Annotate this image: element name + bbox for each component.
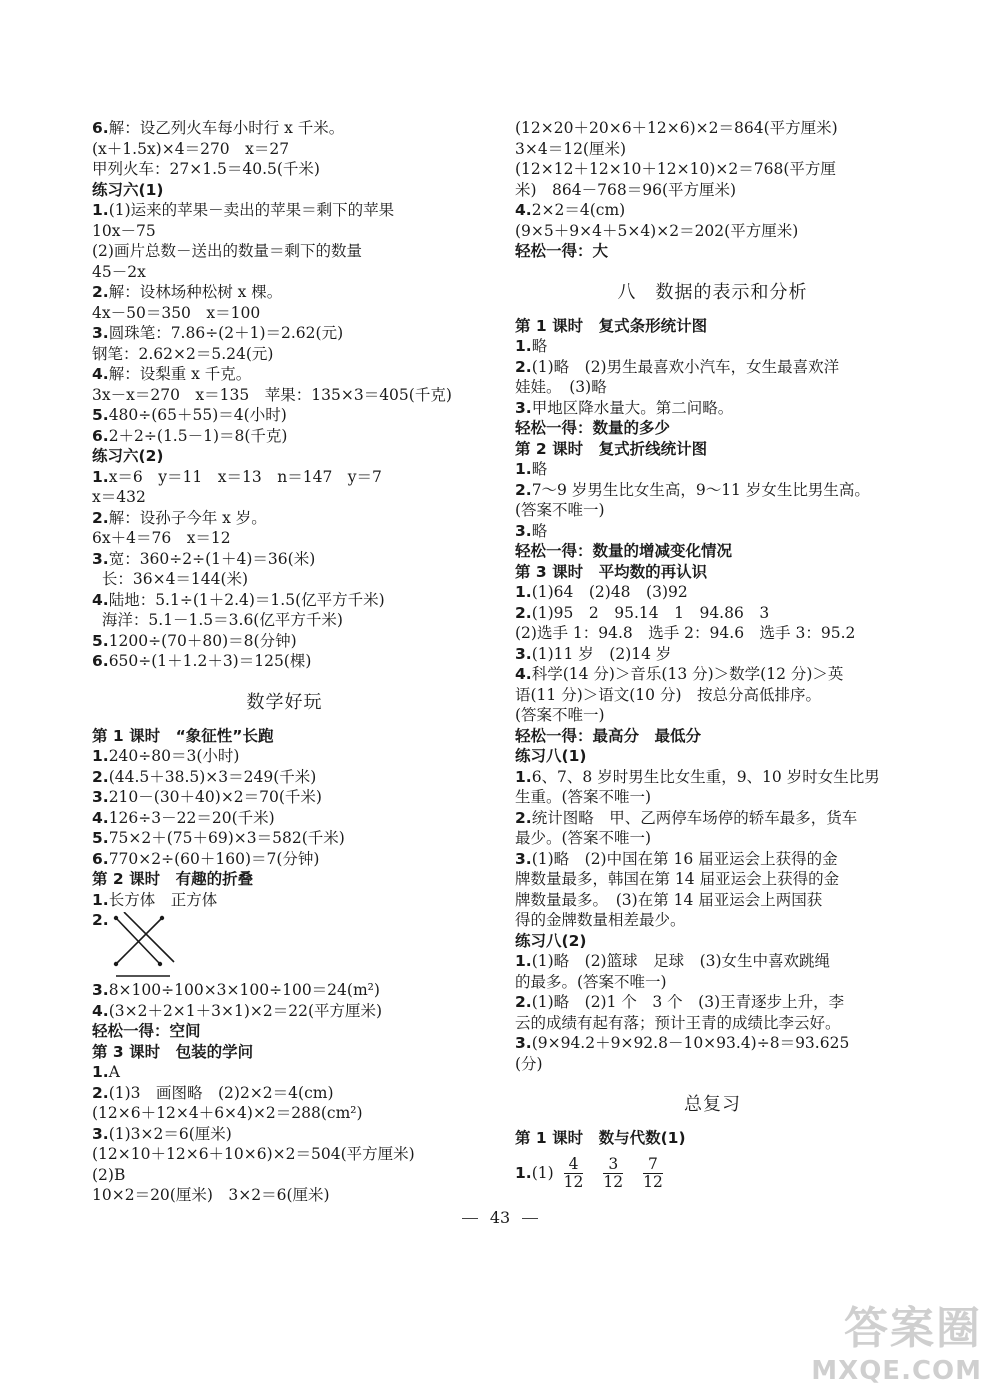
item-number: 2. — [515, 993, 532, 1011]
answer-text: (12×20＋20×6＋12×6)×2＝864(平方厘米) — [515, 119, 838, 137]
item-number: 4. — [515, 665, 532, 683]
lesson-heading: 轻松一得：数量的多少 — [515, 419, 671, 437]
lesson-heading: 练习六(2) — [92, 447, 164, 465]
answer-line — [92, 118, 477, 139]
answer-line — [515, 159, 910, 180]
lesson-heading: 轻松一得：空间 — [92, 1022, 201, 1040]
answer-text: 长方体 正方体 — [108, 890, 218, 909]
lesson-heading: 第 3 课时 包装的学问 — [92, 1042, 254, 1061]
answer-text: 牌数量最多。 (3)在第 14 届亚运会上两国获 — [515, 890, 823, 909]
answer-text: (1)64 (2)48 (3)92 — [531, 583, 688, 601]
answer-line — [92, 1124, 477, 1145]
answer-line — [92, 282, 477, 303]
answer-line — [92, 1103, 477, 1124]
item-number: 5. — [92, 406, 109, 424]
fold-point — [158, 962, 162, 966]
answer-line — [92, 980, 477, 1001]
answer-text: 3×4＝12(厘米) — [515, 139, 627, 158]
dash-right — [522, 1218, 538, 1219]
answer-text: 1200÷(70＋80)＝8(分钟) — [108, 631, 297, 650]
item-number: 3. — [92, 324, 109, 342]
answer-line — [515, 221, 910, 242]
answer-line — [92, 200, 477, 221]
answer-line — [92, 849, 477, 870]
answer-line — [92, 528, 477, 549]
item-number: 2. — [515, 808, 532, 827]
item-number: 4. — [92, 808, 109, 827]
item-number: 1. — [515, 460, 532, 478]
answer-line — [515, 972, 910, 993]
answer-text: (12×10＋12×6＋10×6)×2＝504(平方厘米) — [92, 1145, 415, 1163]
answer-line — [92, 890, 477, 911]
answer-text: (9×5＋9×4＋5×4)×2＝202(平方厘米) — [515, 221, 799, 240]
lesson-heading: 第 3 课时 平均数的再认识 — [515, 562, 708, 581]
answer-line — [92, 610, 477, 631]
answer-line — [515, 377, 910, 398]
watermark — [811, 1292, 982, 1386]
answer-text: 生重。(答案不唯一) — [515, 788, 652, 806]
answer-line — [515, 357, 910, 378]
answer-line — [515, 849, 910, 870]
answer-line — [92, 159, 477, 180]
answer-line — [515, 180, 910, 201]
answer-line: 1.(1) $\frac{4}{12}$ $\frac{3}{12}$ $\frac{7}{12}$ — [515, 1155, 663, 1191]
fraction-numerator: 4 — [564, 1156, 584, 1174]
answer-line — [92, 241, 477, 262]
answer-text: 126÷3－22＝20(千米) — [108, 808, 275, 827]
fraction-numerator: 7 — [643, 1156, 663, 1174]
lesson-heading: 第 1 课时 数与代数(1) — [515, 1129, 686, 1147]
answer-text: (44.5＋38.5)×3＝249(千米) — [108, 767, 317, 786]
answer-text: (9×94.2＋9×92.8－10×93.4)÷8＝93.625 — [531, 1034, 850, 1052]
item-number: 3. — [515, 1034, 532, 1052]
answer-text: (x＋1.5x)×4＝270 x＝27 — [92, 139, 290, 158]
answer-text: 牌数量最多，韩国在第 14 届亚运会上获得的金 — [515, 870, 840, 888]
answer-line — [92, 549, 477, 570]
answer-text: 略 — [531, 521, 548, 540]
answer-text: (12×6＋12×4＋6×4)×2＝288(cm²) — [92, 1104, 363, 1122]
answer-line — [515, 951, 910, 972]
answer-text: 240÷80＝3(小时) — [108, 747, 240, 765]
answer-text: (3×2＋2×1＋3×1)×2＝22(平方厘米) — [108, 1001, 383, 1020]
item-number: 5. — [92, 631, 109, 650]
answer-line — [92, 1083, 477, 1104]
lesson-heading: 第 1 课时 复式条形统计图 — [515, 316, 708, 335]
answer-text: 语(11 分)＞语文(10 分) 按总分高低排序。 — [515, 685, 821, 704]
answer-line — [515, 603, 910, 624]
answer-line — [515, 336, 910, 357]
answer-text: 210－(30＋40)×2＝70(千米) — [108, 788, 322, 806]
watermark-logo-text: 答案圈 — [844, 1303, 982, 1354]
answer-text: 甲地区降水量大。第二问略。 — [531, 398, 734, 417]
answer-text: (1)运来的苹果－卖出的苹果＝剩下的苹果 — [108, 201, 395, 219]
answer-line — [92, 828, 477, 849]
answer-line — [515, 398, 910, 419]
fraction — [643, 1156, 663, 1191]
item-number: 3. — [515, 644, 532, 663]
lesson-heading: 第 2 课时 复式折线统计图 — [515, 439, 708, 458]
answer-text: (2)画片总数－送出的数量＝剩下的数量 — [92, 242, 362, 260]
lesson-heading: 轻松一得：最高分 最低分 — [515, 726, 702, 745]
answer-line — [92, 467, 477, 488]
item-number: 3. — [92, 1124, 109, 1143]
item-number: 2. — [515, 357, 532, 376]
item-number: 6. — [92, 426, 109, 445]
answer-text: 科学(14 分)＞音乐(13 分)＞数学(12 分)＞英 — [531, 665, 844, 683]
answer-text: (1)11 岁 (2)14 岁 — [531, 644, 672, 663]
lesson-heading: 第 2 课时 有趣的折叠 — [92, 870, 254, 888]
answer-text: 长：36×4＝144(米) — [92, 570, 249, 588]
answer-text: 略 — [531, 460, 548, 478]
lesson-heading: 练习六(1) — [92, 180, 164, 199]
answer-line — [92, 221, 477, 242]
answer-line — [515, 808, 910, 829]
answer-line — [515, 1033, 910, 1054]
answer-line — [515, 890, 910, 911]
answer-text: (1)略 (2)男生最喜欢小汽车，女生最喜欢洋 — [531, 357, 840, 376]
answer-line — [515, 480, 910, 501]
item-number: 1. — [92, 890, 109, 909]
answer-text: 2×2＝4(cm) — [531, 201, 626, 219]
cross-lines-diagram — [110, 912, 190, 978]
fraction-denominator: 12 — [643, 1173, 663, 1191]
item-number: 1. — [92, 1063, 109, 1081]
fraction — [564, 1156, 584, 1191]
answer-text: (1)3×2＝6(厘米) — [108, 1124, 232, 1143]
answer-text: 甲列火车：27×1.5＝40.5(千米) — [92, 160, 320, 178]
answer-line — [92, 344, 477, 365]
answer-line — [92, 139, 477, 160]
item-number: 2. — [92, 508, 109, 527]
item-number: 1. — [92, 201, 109, 219]
item-number: 1. — [515, 583, 532, 601]
answer-line — [515, 664, 910, 685]
dash-left — [462, 1218, 478, 1219]
item-number: 6. — [92, 119, 109, 137]
fold-point — [114, 916, 118, 920]
answer-line — [92, 808, 477, 829]
item-number: 1. — [515, 1163, 532, 1182]
item-number: 2. — [515, 480, 532, 499]
lesson-heading: 轻松一得：数量的增减变化情况 — [515, 542, 733, 560]
answer-line — [92, 405, 477, 426]
item-number: 3. — [92, 981, 109, 999]
item-number: 4. — [92, 590, 109, 609]
answer-line — [515, 623, 910, 644]
item-number: 6. — [92, 849, 109, 868]
answer-text: (1)略 (2)中国在第 16 届亚运会上获得的金 — [531, 849, 838, 868]
answer-text: 10×2＝20(厘米) 3×2＝6(厘米) — [92, 1186, 330, 1204]
item-number: 2. — [92, 911, 109, 929]
answer-text: 统计图略 甲、乙两停车场停的轿车最多，货车 — [531, 808, 858, 827]
fraction-denominator: 12 — [563, 1173, 584, 1191]
fold-figure — [92, 910, 477, 980]
answer-text: (1)略 (2)篮球 足球 (3)女生中喜欢跳绳 — [531, 952, 831, 970]
item-number: 1. — [515, 767, 532, 786]
fraction-numerator: 3 — [603, 1156, 623, 1174]
fold-line — [124, 912, 174, 962]
answer-line — [515, 500, 910, 521]
answer-line — [515, 139, 910, 160]
answer-line — [92, 651, 477, 672]
watermark-url: MXQE.COM — [811, 1356, 982, 1386]
answer-text: 云的成绩有起有落；预计王青的成绩比李云好。 — [515, 1013, 841, 1032]
answer-line — [92, 385, 477, 406]
answer-line — [515, 869, 910, 890]
answer-text: (2)选手 1：94.8 选手 2：94.6 选手 3：95.2 — [515, 624, 856, 642]
answer-text: 解：设乙列火车每小时行 x 千米。 — [108, 119, 345, 137]
item-number: 1. — [92, 747, 109, 765]
answer-line — [515, 828, 910, 849]
lesson-heading: 练习八(1) — [515, 747, 587, 765]
answer-text: 650÷(1＋1.2＋3)＝125(棵) — [108, 652, 312, 670]
item-number: 3. — [515, 398, 532, 417]
answer-text: (1)95 2 95.14 1 94.86 3 — [531, 603, 770, 622]
answer-text: (2)B — [92, 1165, 126, 1184]
answer-text: (分) — [515, 1054, 543, 1073]
answer-text: 得的金牌数量相差最少。 — [515, 911, 686, 929]
answer-line — [92, 487, 477, 508]
item-number: 2. — [515, 603, 532, 622]
answer-text: 解：设孙子今年 x 岁。 — [108, 508, 267, 527]
answer-text: 6、7、8 岁时男生比女生重，9、10 岁时女生比男 — [531, 767, 880, 786]
answer-line — [92, 426, 477, 447]
answer-text: 宽：360÷2÷(1＋4)＝36(米) — [108, 549, 316, 568]
answer-text: 4x－50＝350 x＝100 — [92, 303, 261, 322]
answer-line — [515, 459, 910, 480]
answer-text: 6x＋4＝76 x＝12 — [92, 529, 231, 547]
fold-point — [114, 962, 118, 966]
answer-text: x＝6 y＝11 x＝13 n＝147 y＝7 — [108, 467, 382, 486]
answer-line — [92, 590, 477, 611]
item-number: 4. — [92, 1001, 109, 1020]
item-number: 1. — [515, 337, 532, 355]
answer-line — [515, 705, 910, 726]
page-number — [0, 1208, 1000, 1227]
answer-text: (答案不唯一) — [515, 501, 605, 519]
answer-text: A — [108, 1063, 120, 1081]
answer-text: 圆珠笔：7.86÷(2＋1)＝2.62(元) — [108, 324, 344, 342]
lesson-heading: 轻松一得：大 — [515, 242, 609, 260]
answer-line — [515, 521, 910, 542]
answer-text: 480÷(65＋55)＝4(小时) — [108, 406, 287, 424]
answer-text: 2＋2÷(1.5－1)＝8(千克) — [108, 426, 288, 445]
answer-line — [92, 303, 477, 324]
fold-point — [160, 916, 164, 920]
answer-text: 75×2＋(75＋69)×3＝582(千米) — [108, 829, 345, 847]
item-number: 1. — [515, 952, 532, 970]
answer-line — [515, 582, 910, 603]
fraction-denominator: 12 — [603, 1173, 624, 1191]
answer-text: 陆地：5.1÷(1＋2.4)＝1.5(亿平方千米) — [108, 590, 385, 609]
answer-line — [92, 569, 477, 590]
answer-text: 8×100÷100×3×100÷100＝24(m²) — [108, 981, 380, 999]
answer-text: 770×2÷(60＋160)＝7(分钟) — [108, 849, 320, 868]
item-number: 6. — [92, 652, 109, 670]
item-number: 4. — [515, 201, 532, 219]
page-number-text: 43 — [489, 1208, 511, 1227]
answer-text: 米) 864－768＝96(平方厘米) — [515, 180, 737, 199]
item-number: 4. — [92, 365, 109, 383]
item-number: 2. — [92, 283, 109, 301]
answer-line — [92, 323, 477, 344]
item-number: 3. — [515, 521, 532, 540]
answer-line — [515, 767, 910, 788]
answer-text: 略 — [531, 337, 548, 355]
answer-text: (1)3 画图略 (2)2×2＝4(cm) — [108, 1083, 334, 1102]
answer-line — [515, 118, 910, 139]
answer-line — [92, 631, 477, 652]
answer-text: (1)略 (2)1 个 3 个 (3)王青逐步上升，李 — [531, 993, 845, 1011]
section-title: 总复习 — [684, 1094, 741, 1115]
item-number: 3. — [92, 549, 109, 568]
right-column — [515, 118, 910, 1193]
answer-line — [515, 992, 910, 1013]
answer-line — [92, 508, 477, 529]
section-title: 数学好玩 — [246, 691, 323, 713]
answer-text: 的最多。(答案不唯一) — [515, 972, 667, 991]
answer-line — [515, 1013, 910, 1034]
item-number: 2. — [92, 767, 109, 786]
answer-text: (12×12＋12×10＋12×10)×2＝768(平方厘 — [515, 160, 836, 178]
answer-text: 海洋：5.1－1.5＝3.6(亿平方千米) — [92, 611, 343, 629]
answer-text: 45－2x — [92, 262, 146, 281]
answer-line — [515, 644, 910, 665]
lesson-heading: 第 1 课时 “象征性”长跑 — [92, 726, 274, 745]
answer-line — [92, 364, 477, 385]
answer-text: x＝432 — [92, 488, 146, 506]
left-column — [92, 118, 477, 1206]
answer-text: (答案不唯一) — [515, 706, 605, 724]
answer-line — [92, 1144, 477, 1165]
answer-text: 钢笔：2.62×2＝5.24(元) — [92, 344, 274, 363]
answer-line — [515, 787, 910, 808]
item-number: 3. — [515, 849, 532, 868]
answer-line — [92, 262, 477, 283]
answer-line — [515, 1054, 910, 1075]
item-number: 3. — [92, 788, 109, 806]
item-number: 5. — [92, 829, 109, 847]
answer-text: 娃娃。 (3)略 — [515, 378, 607, 396]
answer-line — [92, 787, 477, 808]
answer-text: 解：设梨重 x 千克。 — [108, 365, 252, 383]
answer-line — [515, 685, 910, 706]
answer-line — [92, 746, 477, 767]
answer-text: 3x－x＝270 x＝135 苹果：135×3＝405(千克) — [92, 385, 452, 404]
answer-line — [92, 1165, 477, 1186]
answer-line — [515, 910, 910, 931]
answer-line — [515, 200, 910, 221]
answer-text: 10x－75 — [92, 221, 156, 240]
item-number: 2. — [92, 1083, 109, 1102]
lesson-heading: 练习八(2) — [515, 931, 587, 950]
answer-line — [92, 1062, 477, 1083]
fraction — [603, 1156, 623, 1191]
answer-text: 最少。(答案不唯一) — [515, 829, 652, 847]
answer-text: 7～9 岁男生比女生高，9～11 岁女生比男生高。 — [531, 480, 870, 499]
section-title: 八 数据的表示和分析 — [617, 281, 808, 303]
answer-line — [92, 1185, 477, 1206]
answer-text: 解：设林场种松树 x 棵。 — [108, 283, 283, 301]
answer-line — [92, 1001, 477, 1022]
answer-line — [92, 767, 477, 788]
item-number: 1. — [92, 467, 109, 486]
